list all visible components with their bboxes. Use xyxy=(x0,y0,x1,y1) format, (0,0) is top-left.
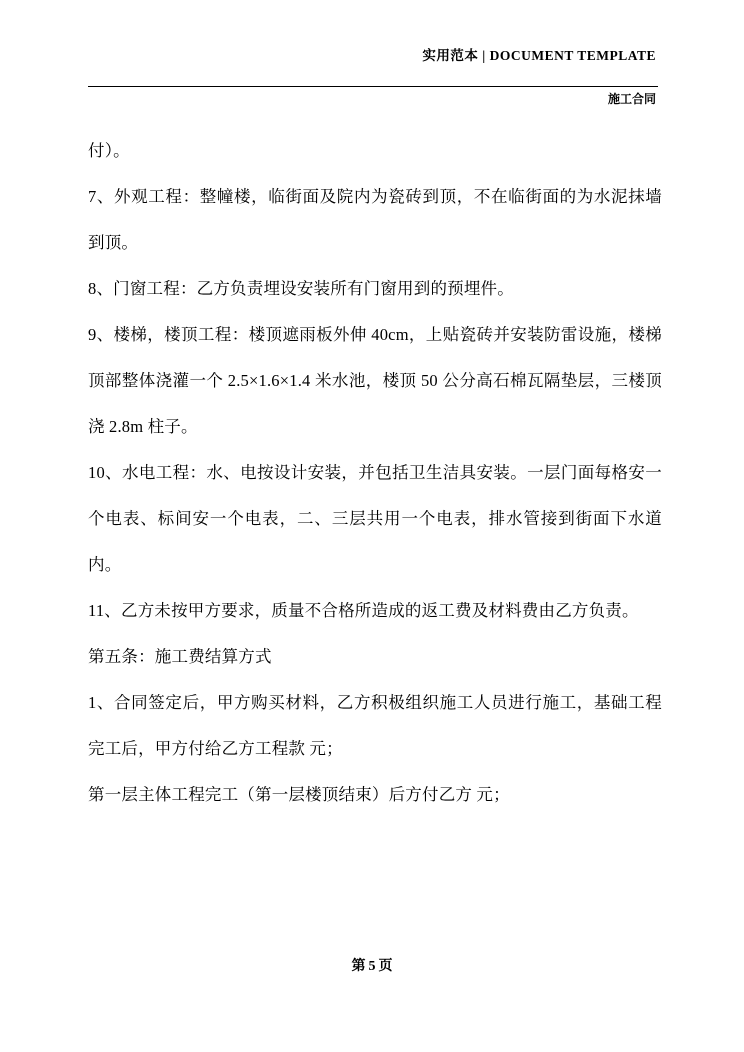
header-subtitle: 施工合同 xyxy=(607,92,656,106)
paragraph-4: 9、楼梯，楼顶工程：楼顶遮雨板外伸 40cm，上贴瓷砖并安装防雷设施，楼梯顶部整体浇灌一个 2.5×1.6×1.4 米水池，楼顶 50 公分高石棉瓦隔垫层，三楼顶浇 2.8m 柱子。 xyxy=(88,325,662,436)
page-footer xyxy=(0,955,744,975)
paragraph-7: 第五条：施工费结算方式 xyxy=(88,647,272,666)
header-divider xyxy=(88,86,658,87)
paragraph-3: 8、门窗工程：乙方负责埋设安装所有门窗用到的预埋件。 xyxy=(88,279,514,298)
footer-prefix: 第 xyxy=(351,959,366,974)
footer-suffix: 页 xyxy=(378,959,393,974)
paragraph-9: 第一层主体工程完工（第一层楼顶结束）后方付乙方 元； xyxy=(88,785,510,804)
paragraph-6: 11、乙方未按甲方要求，质量不合格所造成的返工费及材料费由乙方负责。 xyxy=(88,601,639,620)
paragraph-2: 7、外观工程：整幢楼，临街面及院内为瓷砖到顶，不在临街面的为水泥抹墙到顶。 xyxy=(88,187,662,252)
footer-page-number: 5 xyxy=(368,959,376,974)
paragraph-1: 付）。 xyxy=(88,141,130,160)
paragraph-8: 1、合同签定后，甲方购买材料，乙方积极组织施工人员进行施工，基础工程完工后，甲方付给乙方工程款 元； xyxy=(88,693,662,758)
document-body xyxy=(88,128,662,818)
paragraph-5: 10、水电工程：水、电按设计安装，并包括卫生洁具安装。一层门面每格安一个电表、标间安一个电表，二、三层共用一个电表，排水管接到街面下水道内。 xyxy=(88,463,662,574)
header-brand-text: 实用范本 | DOCUMENT TEMPLATE xyxy=(422,48,656,63)
page-header xyxy=(0,44,744,104)
